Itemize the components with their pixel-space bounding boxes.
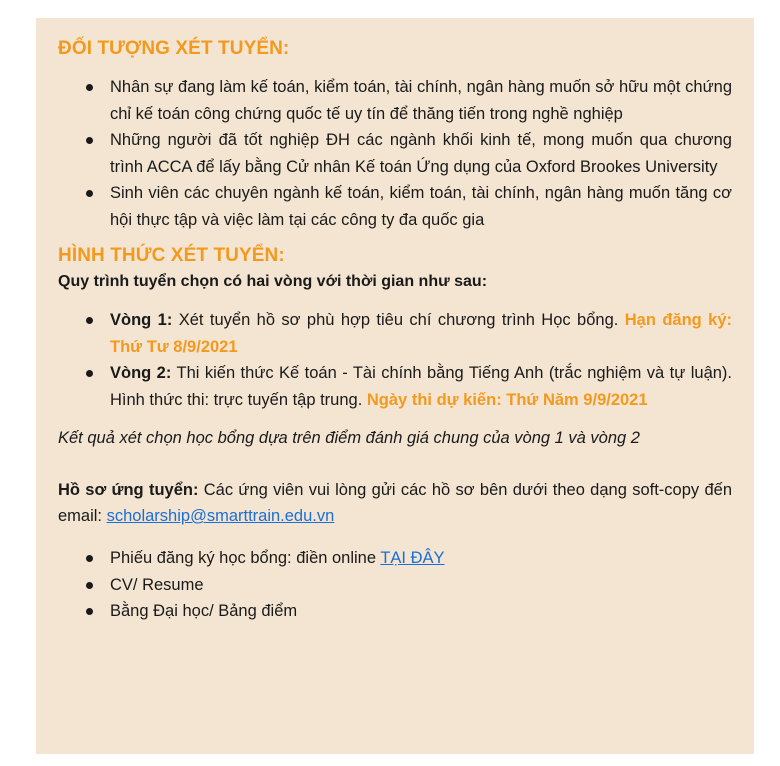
bullet-icon (86, 370, 93, 377)
application-label: Hồ sơ ứng tuyển: (58, 481, 199, 499)
target-list (58, 74, 732, 233)
content-panel (36, 18, 754, 754)
application-text: Các ứng viên vui lòng gửi các hồ sơ bên dưới theo dạng soft-copy đến email: (58, 481, 732, 525)
bullet-icon (86, 137, 93, 144)
round-text: Thi kiến thức Kế toán - Tài chính bằng Tiếng Anh (trắc nghiệm và tự luận). Hình thức thi: trực tuyến tập trung. (110, 364, 733, 409)
section-title-method: HÌNH THỨC XÉT TUYỂN: (58, 245, 285, 266)
list-item (110, 360, 732, 413)
list-item: Những người đã tốt nghiệp ĐH các ngành khối kinh tế, mong muốn qua chương trình ACCA để lấy bằng Cử nhân Kế toán Ứng dụng của Oxford Brookes University (110, 127, 732, 180)
process-lead: Quy trình tuyển chọn có hai vòng với thời gian như sau: (58, 273, 488, 290)
bullet-icon (86, 555, 93, 562)
bullet-icon (86, 317, 93, 324)
list-item: CV/ Resume (110, 572, 732, 599)
round-label: Vòng 2: (110, 364, 172, 382)
email-link[interactable]: scholarship@smarttrain.edu.vn (106, 507, 335, 525)
register-link[interactable]: TẠI ĐÂY (380, 549, 445, 567)
bullet-icon (86, 190, 93, 197)
application-paragraph (58, 477, 732, 529)
bullet-icon (86, 608, 93, 615)
list-item: Nhân sự đang làm kế toán, kiểm toán, tài chính, ngân hàng muốn sở hữu một chứng chỉ kế toán công chứng quốc tế uy tín để thăng tiến trong nghề nghiệp (110, 74, 732, 127)
section-title-target: ĐỐI TƯỢNG XÉT TUYỂN: (58, 38, 290, 59)
rounds-list (58, 307, 732, 413)
round-exam-date: Ngày thi dự kiến: Thứ Năm 9/9/2021 (366, 390, 648, 409)
list-item: Bằng Đại học/ Bảng điểm (110, 598, 732, 625)
bullet-icon (86, 582, 93, 589)
round-text: Xét tuyển hồ sơ phù hợp tiêu chí chương trình Học bổng. (172, 311, 625, 329)
list-item: Sinh viên các chuyên ngành kế toán, kiểm toán, tài chính, ngân hàng muốn tăng cơ hội thực tập và việc làm tại các công ty đa quốc gia (110, 180, 732, 233)
documents-list (58, 545, 732, 625)
bullet-icon (86, 84, 93, 91)
list-item: Phiếu đăng ký học bổng: điền online TẠI ĐÂY (110, 545, 732, 572)
result-note: Kết quả xét chọn học bổng dựa trên điểm đánh giá chung của vòng 1 và vòng 2 (58, 429, 640, 447)
list-item (110, 307, 732, 360)
round-label: Vòng 1: (110, 311, 173, 329)
round-deadline: Hạn đăng ký: Thứ Tư 8/9/2021 (110, 311, 733, 356)
